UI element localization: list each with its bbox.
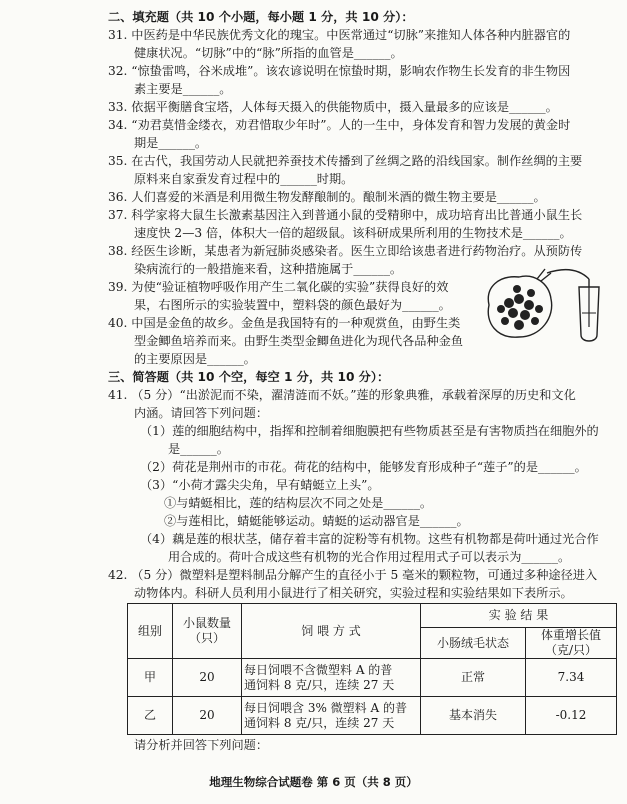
q40-line3: 的主要原因是______。	[134, 352, 256, 366]
header-group: 组别	[128, 604, 173, 659]
header-weight	[526, 628, 617, 659]
q32-line2: 素主要是______。	[134, 82, 232, 96]
table-row	[128, 697, 617, 735]
header-weight-line2: （克/只）	[544, 643, 598, 657]
section2-title: 二、填充题（共 10 个小题，每小题 1 分，共 10 分）：	[108, 10, 414, 24]
q35-line1: 35. 在古代，我国劳动人民就把养蚕技术传播到了丝绸之路的沿线国家。制作丝绸的主要	[108, 154, 583, 168]
q42-intro-line1: 42. （5 分）微塑料是塑料制品分解产生的直径小于 5 毫米的颗粒物，可通过多种途径进入	[108, 568, 598, 582]
q32-line1: 32. “惊蛰雷鸣，谷米成堆”。该农谚说明在惊蛰时期，影响农作物生长发育的非生物因	[108, 64, 571, 78]
q41-sub3a: ①与蜻蜓相比，莲的结构层次不同之处是______。	[164, 496, 433, 510]
q40-line2: 型金鲫鱼培养而来。由野生类型金鲫鱼进化为现代各品种金鱼	[134, 334, 464, 348]
header-villi: 小肠绒毛状态	[421, 628, 526, 659]
q31-line2: 健康状况。“切脉”中的“脉”所指的血管是______。	[134, 46, 403, 60]
cell-group: 乙	[128, 697, 173, 735]
header-method: 饲 喂 方 式	[242, 604, 421, 659]
plant-respiration-apparatus-figure	[479, 265, 613, 345]
cell-method-line2: 通饲料 8 克/只，连续 27 天	[244, 715, 395, 730]
q31-line1: 31. 中医药是中华民族优秀文化的瑰宝。中医常通过“切脉”来推知人体各种内脏器官的	[108, 28, 571, 42]
q41-sub2: （2）荷花是荆州市的市花。荷花的结构中，能够发育形成种子“莲子”的是______。	[140, 460, 587, 474]
cell-weight: 7.34	[526, 659, 617, 697]
cell-count: 20	[173, 697, 242, 735]
q41-sub4-line2: 用合成的。荷叶合成这些有机物的光合作用过程用式子可以表示为______。	[168, 550, 571, 564]
page-footer: 地理生物综合试题卷 第 6 页（共 8 页）	[209, 775, 418, 789]
cell-weight: -0.12	[526, 697, 617, 735]
header-weight-line1: 体重增长值	[540, 628, 601, 642]
q41-sub3: （3）“小荷才露尖尖角，早有蜻蜓立上头”。	[140, 478, 380, 492]
table-row	[128, 659, 617, 697]
cell-villi: 基本消失	[421, 697, 526, 735]
header-result: 实 验 结 果	[421, 604, 617, 628]
q39-line1: 39. 为使“验证植物呼吸作用产生二氧化碳的实验”获得良好的效	[108, 280, 449, 294]
q34-line1: 34. “劝君莫惜金缕衣，劝君惜取少年时”。人的一生中，身体发育和智力发展的黄金时	[108, 118, 571, 132]
q41-sub1-line2: 是______。	[168, 442, 229, 456]
experiment-table	[127, 603, 617, 735]
q33: 33. 依据平衡膳食宝塔，人体每天摄入的供能物质中，摄入量最多的应该是______。	[108, 100, 558, 114]
q38-line1: 38. 经医生诊断，某患者为新冠肺炎感染者。医生立即给该患者进行药物治疗。从预防传	[108, 244, 583, 258]
header-count-line2: （只）	[188, 631, 225, 645]
q35-line2: 原料来自家蚕发育过程中的______时期。	[134, 172, 354, 186]
cell-method-line1: 每日饲喂不含微塑料 A 的普	[244, 662, 393, 677]
q42-ask: 请分析并回答下列问题：	[134, 738, 269, 752]
cell-method	[242, 659, 421, 697]
q41-sub3b: ②与莲相比，蜻蜓能够运动。蜻蜓的运动器官是______。	[164, 514, 469, 528]
cell-method-line1: 每日饲喂含 3% 微塑料 A 的普	[244, 700, 407, 715]
cell-method	[242, 697, 421, 735]
cell-group: 甲	[128, 659, 173, 697]
section3-title: 三、简答题（共 10 个空，每空 1 分，共 10 分）：	[108, 370, 390, 384]
q37-line1: 37. 科学家将大鼠生长激素基因注入到普通小鼠的受精卵中，成功培育出比普通小鼠生长	[108, 208, 583, 222]
header-count	[173, 604, 242, 659]
cell-count: 20	[173, 659, 242, 697]
cell-method-line2: 通饲料 8 克/只，连续 27 天	[244, 677, 395, 692]
q37-line2: 速度快 2—3 倍，体积大一倍的超级鼠。该科研成果所利用的生物技术是______。	[134, 226, 572, 240]
cell-villi: 正常	[421, 659, 526, 697]
q41-intro-line2: 内涵。请回答下列问题：	[134, 406, 269, 420]
q40-line1: 40. 中国是金鱼的故乡。金鱼是我国特有的一种观赏鱼，由野生类	[108, 316, 461, 330]
q39-line2: 果，右图所示的实验装置中，塑料袋的颜色最好为______。	[134, 298, 451, 312]
q34-line2: 期是______。	[134, 136, 208, 150]
q42-intro-line2: 动物体内。科研人员利用小鼠进行了相关研究，实验过程和实验结果如下表所示。	[134, 586, 573, 600]
q38-line2: 染病流行的一般措施来看，这种措施属于______。	[134, 262, 403, 276]
q41-sub1-line1: （1）莲的细胞结构中，指挥和控制着细胞膜把有些物质甚至是有害物质挡在细胞外的	[140, 424, 599, 438]
header-count-line1: 小鼠数量	[182, 616, 231, 630]
q41-sub4-line1: （4）藕是莲的根状茎，储存着丰富的淀粉等有机物。这些有机物都是荷叶通过光合作	[140, 532, 599, 546]
q36: 36. 人们喜爱的米酒是利用微生物发酵酿制的。酿制米酒的微生物主要是______。	[108, 190, 546, 204]
q41-intro-line1: 41. （5 分）“出淤泥而不染，濯清涟而不妖。”莲的形象典雅，承载着深厚的历史和文化	[108, 388, 576, 402]
